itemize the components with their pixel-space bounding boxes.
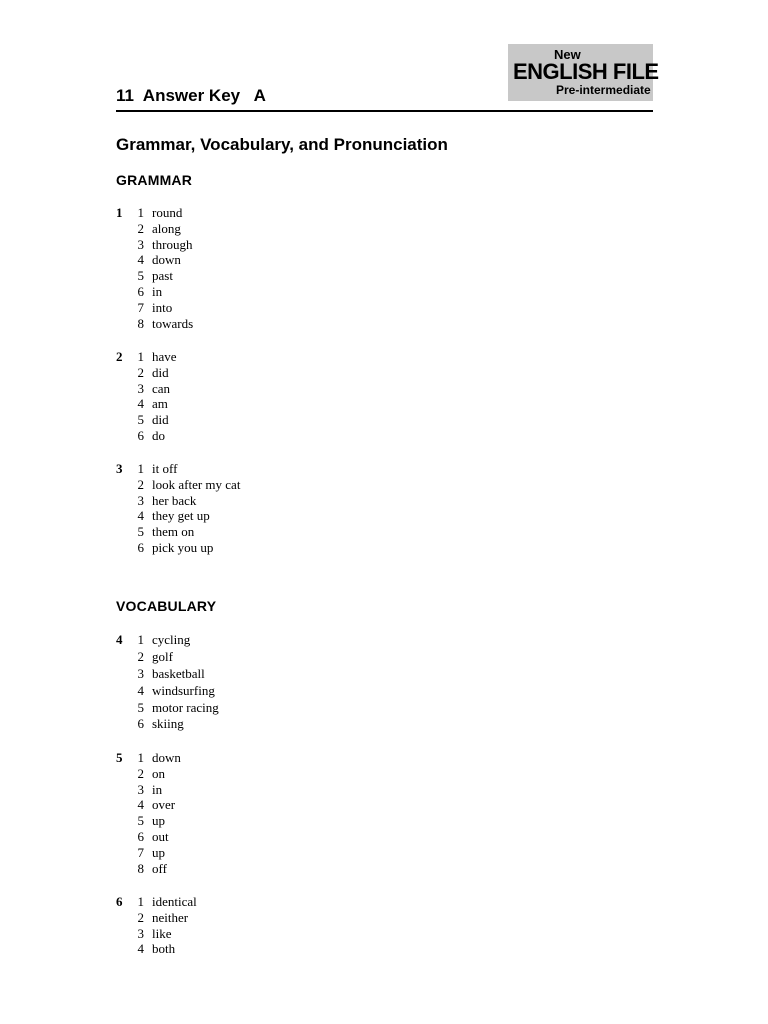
- item-number: 4: [137, 797, 144, 813]
- item-number: 3: [137, 665, 144, 681]
- item-number: 7: [137, 844, 144, 860]
- item-answer: golf: [152, 648, 173, 664]
- item-number: 5: [137, 268, 144, 284]
- item-answer: towards: [152, 315, 194, 331]
- item-answer: like: [152, 925, 172, 941]
- item-answer: over: [152, 797, 176, 813]
- logo-subtitle: Pre-intermediate: [556, 83, 651, 97]
- item-number: 6: [137, 283, 144, 299]
- item-answer: on: [152, 765, 165, 781]
- item-answer: have: [152, 349, 177, 364]
- item-answer: did: [152, 364, 169, 380]
- logo-new-text: New: [554, 47, 581, 62]
- exercise-number: 1: [116, 205, 123, 220]
- exercise-number: 5: [116, 750, 123, 765]
- item-answer: her back: [152, 492, 197, 508]
- item-number: 4: [137, 252, 144, 268]
- item-answer: motor racing: [152, 699, 219, 715]
- item-answer: basketball: [152, 665, 205, 681]
- item-number: 6: [137, 539, 144, 555]
- exercise-number: 4: [116, 632, 123, 647]
- item-answer: they get up: [152, 508, 210, 524]
- item-answer: off: [152, 860, 167, 876]
- item-answer: through: [152, 236, 193, 252]
- item-answer: look after my cat: [152, 476, 241, 492]
- item-answer: it off: [152, 461, 178, 476]
- item-answer: in: [152, 283, 163, 299]
- item-number: 1: [137, 750, 144, 765]
- item-answer: past: [152, 268, 173, 284]
- item-number: 6: [137, 716, 144, 732]
- item-answer: did: [152, 412, 169, 428]
- item-answer: down: [152, 252, 181, 268]
- item-number: 1: [137, 632, 144, 647]
- item-answer: in: [152, 781, 163, 797]
- item-number: 5: [137, 699, 144, 715]
- item-answer: up: [152, 844, 165, 860]
- item-answer: down: [152, 750, 181, 765]
- item-answer: pick you up: [152, 539, 214, 555]
- exercise-number: 6: [116, 894, 123, 909]
- item-number: 6: [137, 427, 144, 443]
- page-title: 11 Answer Key A: [116, 86, 266, 105]
- item-number: 2: [137, 220, 144, 236]
- item-number: 1: [137, 205, 144, 220]
- exercise-number: 2: [116, 349, 123, 364]
- item-answer: neither: [152, 909, 189, 925]
- item-number: 3: [137, 236, 144, 252]
- item-answer: along: [152, 220, 181, 236]
- vocabulary-heading: VOCABULARY: [116, 598, 217, 614]
- item-number: 2: [137, 648, 144, 664]
- item-answer: can: [152, 380, 171, 396]
- item-number: 2: [137, 364, 144, 380]
- item-number: 1: [137, 894, 144, 909]
- item-number: 2: [137, 765, 144, 781]
- item-answer: am: [152, 396, 168, 412]
- item-number: 4: [137, 941, 144, 957]
- item-answer: round: [152, 205, 183, 220]
- item-answer: windsurfing: [152, 682, 215, 698]
- item-number: 1: [137, 349, 144, 364]
- item-number: 4: [137, 508, 144, 524]
- item-answer: identical: [152, 894, 197, 909]
- item-answer: them on: [152, 524, 195, 540]
- item-answer: cycling: [152, 632, 191, 647]
- item-number: 6: [137, 828, 144, 844]
- item-number: 5: [137, 524, 144, 540]
- item-number: 5: [137, 412, 144, 428]
- item-number: 2: [137, 476, 144, 492]
- item-number: 8: [137, 860, 144, 876]
- item-number: 3: [137, 380, 144, 396]
- item-number: 4: [137, 396, 144, 412]
- item-number: 5: [137, 813, 144, 829]
- item-number: 1: [137, 461, 144, 476]
- item-answer: skiing: [152, 716, 184, 732]
- item-number: 2: [137, 909, 144, 925]
- item-number: 7: [137, 299, 144, 315]
- item-answer: do: [152, 427, 165, 443]
- item-number: 3: [137, 492, 144, 508]
- section-title: Grammar, Vocabulary, and Pronunciation: [116, 135, 448, 154]
- item-number: 8: [137, 315, 144, 331]
- item-answer: up: [152, 813, 165, 829]
- item-answer: into: [152, 299, 173, 315]
- item-answer: out: [152, 828, 169, 844]
- header-divider: [116, 110, 653, 112]
- item-number: 4: [137, 682, 144, 698]
- exercise-number: 3: [116, 461, 123, 476]
- logo-title: ENGLISH FILE: [513, 59, 659, 84]
- item-number: 3: [137, 781, 144, 797]
- item-answer: both: [152, 941, 176, 957]
- grammar-heading: GRAMMAR: [116, 172, 193, 188]
- item-number: 3: [137, 925, 144, 941]
